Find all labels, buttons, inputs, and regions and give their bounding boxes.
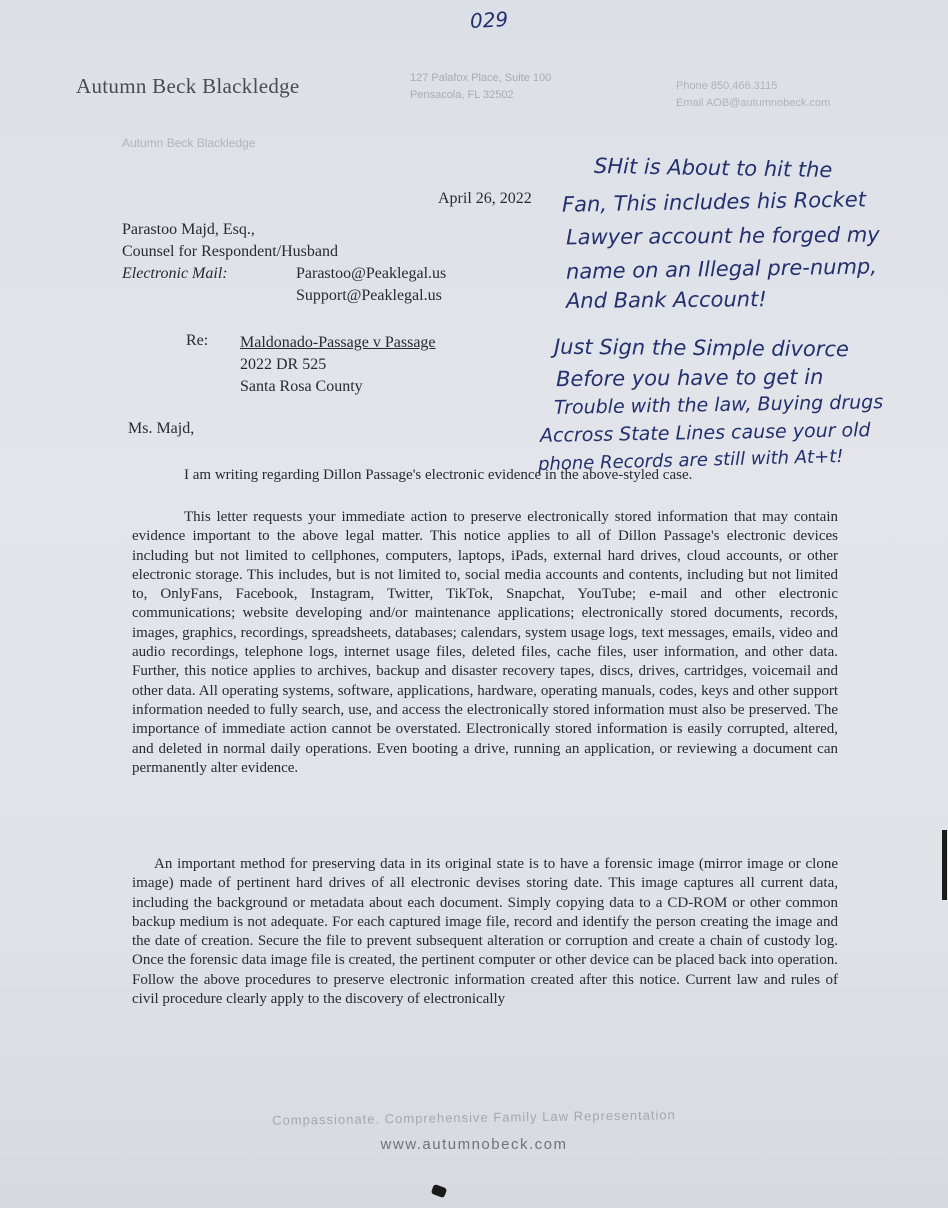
preservation-paragraph: This letter requests your immediate action to preserve electronically stored information that may contain evidence important to the above legal matter. This notice applies to all of Dillon Passage's electronic devices including but not limited to cellphones, computers, laptops, iPads, external hard drives, cloud accounts, or other electronic storage. This includes, but is not limited to, social media accounts and contents, including but not limited to, OnlyFans, Facebook, Instagram, Twitter, TikTok, Snapchat, YouTube; e-mail and other electronic communications; website developing and/or maintenance applications; electronically stored documents, records, images, graphics, recordings, spreadsheets, databases; calendars, system usage logs, text messages, emails, video and audio recordings, telephone logs, internet usage files, deleted files, cache files, user information, and other data. Further, this notice applies to archives, backup and disaster recovery tapes, discs, drives, cartridges, voicemail and other data. All operating systems, software, applications, hardware, operating manuals, codes, keys and other support information needed to fully search, use, and access the electronically stored information must also be preserved. The importance of immediate action cannot be overstated. Electronically stored information is easily corrupted, altered, and deleted in normal daily operations. Even booting a drive, running an application, or reviewing a document can permanently alter evidence. — [132, 509, 838, 776]
note-line: And Bank Account! — [565, 287, 767, 313]
note-line: Lawyer account he forged my — [565, 222, 880, 250]
letter-date: April 26, 2022 — [438, 190, 532, 207]
email-label: Electronic Mail: — [122, 265, 228, 282]
firm-name: Autumn Beck Blackledge — [76, 74, 300, 98]
salutation: Ms. Majd, — [128, 420, 195, 437]
note-line: Trouble with the law, Buying drugs — [553, 391, 884, 419]
firm-phone: Phone 850.466.3115 — [676, 80, 778, 92]
note-line: SHit is About to hit the — [593, 153, 833, 183]
firm-address — [410, 70, 551, 104]
scan-speck — [431, 1184, 448, 1198]
addressee-name: Parastoo Majd, Esq., — [122, 221, 255, 238]
addressee-email-row — [122, 263, 446, 285]
firm-email: Email AOB@autumnobeck.com — [676, 97, 831, 109]
addressee-email-1: Parastoo@Peaklegal.us — [296, 265, 447, 282]
footer-tagline: Compassionate. Comprehensive Family Law Representation — [272, 1107, 676, 1128]
address-line-1: 127 Palafox Place, Suite 100 — [410, 72, 552, 84]
note-line: Just Sign the Simple divorce — [553, 334, 850, 362]
re-block — [240, 332, 436, 398]
footer-url: www.autumnobeck.com — [380, 1136, 568, 1153]
addressee-block — [122, 219, 446, 307]
page-number: 029 — [469, 7, 509, 33]
case-county: Santa Rosa County — [240, 378, 363, 395]
firm-contact — [676, 78, 830, 112]
note-line: Before you have to get in — [555, 364, 824, 392]
addressee-title: Counsel for Respondent/Husband — [122, 243, 338, 260]
scan-edge-mark — [942, 830, 947, 900]
note-line: Fan, This includes his Rocket — [561, 187, 867, 217]
note-line: name on an Illegal pre-nump, — [565, 254, 878, 284]
intro-paragraph: I am writing regarding Dillon Passage's electronic evidence in the above-styled case. — [184, 467, 693, 483]
re-label: Re: — [186, 332, 209, 349]
case-number: 2022 DR 525 — [240, 356, 327, 373]
case-name: Maldonado-Passage v Passage — [240, 334, 436, 351]
address-line-2: Pensacola, FL 32502 — [410, 89, 514, 101]
forensic-paragraph: An important method for preserving data in its original state is to have a forensic image (mirror image or clone image) made of pertinent hard drives of all electronic devises storing date. This image captures all current data, including the background or metadata about each document. Simply copying data to a CD-ROM or other common backup medium is not adequate. For each captured image file, record and identify the person creating the image and the date of creation. Secure the file to prevent subsequent alteration or corruption and create a chain of custody log. Once the forensic data image file is created, the pertinent computer or other device can be placed back into operation. Follow the above procedures to preserve electronic information created after this notice. Current law and rules of civil procedure clearly apply to the discovery of electronically — [132, 856, 838, 1008]
note-line: phone Records are still with At+t! — [537, 446, 844, 475]
addressee-email-2: Support@Peaklegal.us — [296, 287, 442, 304]
letterhead-signature: Autumn Beck Blackledge — [122, 136, 256, 150]
note-line: Accross State Lines cause your old — [539, 419, 871, 447]
